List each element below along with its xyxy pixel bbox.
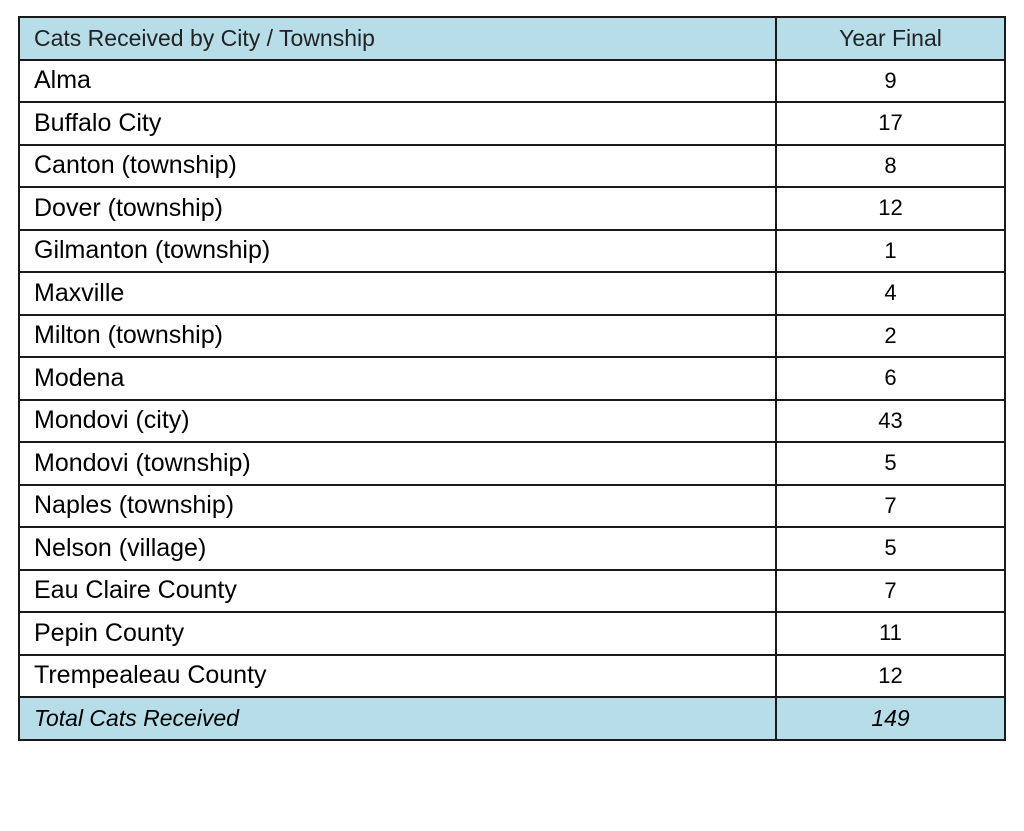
table-row (19, 570, 1005, 613)
row-location: Eau Claire County (19, 570, 776, 613)
cats-received-table (18, 16, 1006, 741)
table-row (19, 527, 1005, 570)
table-row (19, 612, 1005, 655)
table-row (19, 145, 1005, 188)
row-count: 7 (776, 485, 1005, 528)
row-count: 1 (776, 230, 1005, 273)
table-row (19, 272, 1005, 315)
table-row (19, 60, 1005, 103)
table-body (19, 60, 1005, 698)
header-row (19, 17, 1005, 60)
row-location: Dover (township) (19, 187, 776, 230)
row-count: 6 (776, 357, 1005, 400)
row-count: 7 (776, 570, 1005, 613)
row-count: 11 (776, 612, 1005, 655)
row-count: 12 (776, 187, 1005, 230)
row-location: Canton (township) (19, 145, 776, 188)
row-location: Milton (township) (19, 315, 776, 358)
row-location: Maxville (19, 272, 776, 315)
row-location: Gilmanton (township) (19, 230, 776, 273)
row-count: 4 (776, 272, 1005, 315)
row-location: Nelson (village) (19, 527, 776, 570)
row-count: 12 (776, 655, 1005, 698)
table-row (19, 102, 1005, 145)
row-count: 5 (776, 527, 1005, 570)
total-label: Total Cats Received (19, 697, 776, 740)
row-location: Mondovi (township) (19, 442, 776, 485)
table-row (19, 400, 1005, 443)
row-count: 2 (776, 315, 1005, 358)
table-row (19, 485, 1005, 528)
table-footer (19, 697, 1005, 740)
row-count: 8 (776, 145, 1005, 188)
table-row (19, 442, 1005, 485)
row-count: 5 (776, 442, 1005, 485)
total-value: 149 (776, 697, 1005, 740)
table-row (19, 357, 1005, 400)
row-location: Modena (19, 357, 776, 400)
row-count: 43 (776, 400, 1005, 443)
table-row (19, 230, 1005, 273)
row-location: Trempealeau County (19, 655, 776, 698)
row-location: Alma (19, 60, 776, 103)
header-year-final: Year Final (776, 17, 1005, 60)
header-location: Cats Received by City / Township (19, 17, 776, 60)
row-count: 9 (776, 60, 1005, 103)
row-location: Naples (township) (19, 485, 776, 528)
row-location: Mondovi (city) (19, 400, 776, 443)
table-row (19, 655, 1005, 698)
row-location: Buffalo City (19, 102, 776, 145)
table-row (19, 187, 1005, 230)
table-row (19, 315, 1005, 358)
row-location: Pepin County (19, 612, 776, 655)
table-header (19, 17, 1005, 60)
row-count: 17 (776, 102, 1005, 145)
total-row (19, 697, 1005, 740)
